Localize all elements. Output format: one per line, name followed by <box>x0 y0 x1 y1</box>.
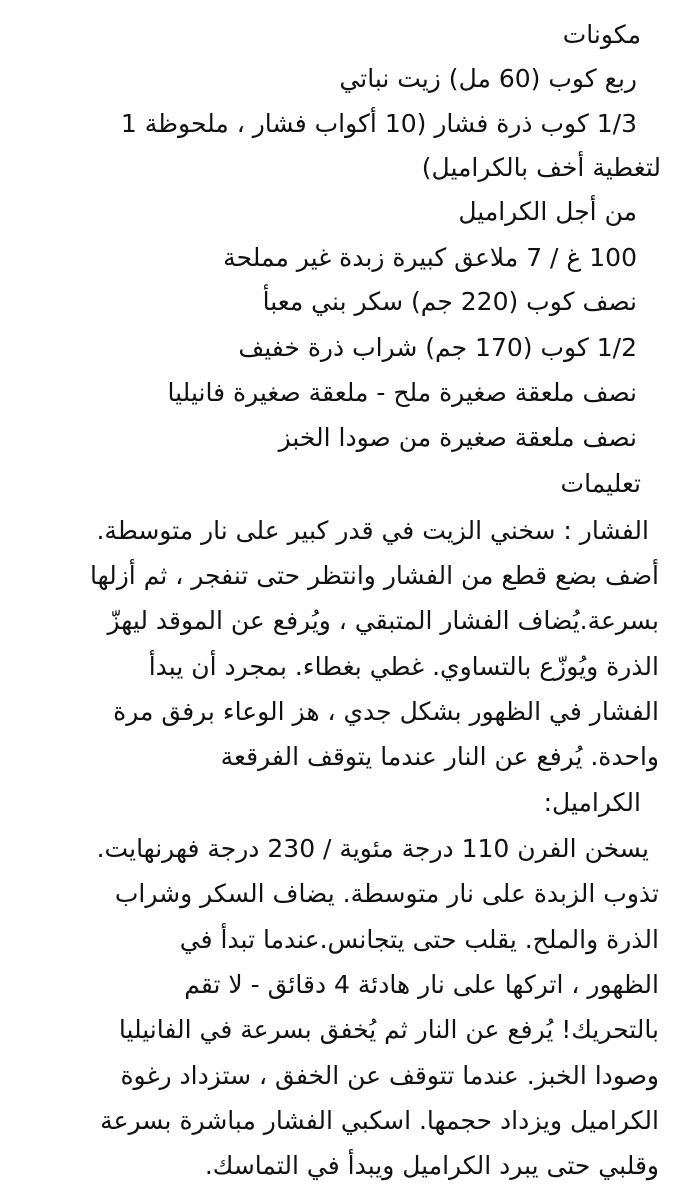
instruction-line: أضف بضع قطع من الفشار وانتظر حتى تنفجر ، ثم أزلها <box>89 561 659 590</box>
instruction-line: واحدة. يُرفع عن النار عندما يتوقف الفرقعة <box>220 742 659 771</box>
instruction-line: بالتحريك! يُرفع عن النار ثم يُخفق بسرعة في الفانيليا <box>118 1015 659 1044</box>
ingredient-line-sugar: نصف كوب (220 جم) سكر بني معبأ <box>262 287 637 316</box>
instructions-heading: تعليمات <box>560 469 641 498</box>
instruction-line: يسخن الفرن 110 درجة مئوية / 230 درجة فهرنهايت. <box>96 834 649 863</box>
ingredient-line-corn-syrup: 1/2 كوب (170 جم) شراب ذرة خفيف <box>238 333 637 362</box>
caramel-ingredients-heading: من أجل الكراميل <box>458 197 637 226</box>
ingredient-line-popcorn-note: لتغطية أخف بالكراميل) <box>421 153 661 182</box>
instruction-line: وقلبي حتى يبرد الكراميل ويبدأ في التماسك. <box>204 1151 659 1180</box>
instruction-line: الفشار في الظهور بشكل جدي ، هز الوعاء برفق مرة <box>113 697 659 726</box>
ingredients-heading: مكونات <box>562 20 641 49</box>
instruction-line: تذوب الزبدة على نار متوسطة. يضاف السكر وشراب <box>114 879 659 908</box>
instruction-line: الفشار : سخني الزيت في قدر كبير على نار متوسطة. <box>96 516 649 545</box>
instruction-line: بسرعة.يُضاف الفشار المتبقي ، ويُرفع عن الموقد ليهزّ <box>107 606 659 635</box>
instruction-line: الظهور ، اتركها على نار هادئة 4 دقائق - لا تقم <box>184 970 659 999</box>
instruction-line: وصودا الخبز. عندما تتوقف عن الخفق ، ستزداد رغوة <box>120 1061 659 1090</box>
instruction-line: الذرة والملح. يقلب حتى يتجانس.عندما تبدأ في <box>179 925 659 954</box>
instruction-line: الكراميل ويزداد حجمها. اسكبي الفشار مباشرة بسرعة <box>100 1106 659 1135</box>
ingredient-line-baking-soda: نصف ملعقة صغيرة من صودا الخبز <box>278 423 637 452</box>
caramel-instructions-heading: الكراميل: <box>543 788 641 817</box>
instruction-line: الذرة ويُوزّع بالتساوي. غطي بغطاء. بمجرد أن يبدأ <box>148 652 659 681</box>
ingredient-line-salt-vanilla: نصف ملعقة صغيرة ملح - ملعقة صغيرة فانيليا <box>167 378 637 407</box>
ingredient-line-popcorn: 1/3 كوب ذرة فشار (10 أكواب فشار ، ملحوظة 1 <box>120 109 637 138</box>
ingredient-line-butter: 100 غ / 7 ملاعق كبيرة زبدة غير مملحة <box>223 243 637 272</box>
ingredient-line-oil: ربع كوب (60 مل) زيت نباتي <box>339 64 637 93</box>
